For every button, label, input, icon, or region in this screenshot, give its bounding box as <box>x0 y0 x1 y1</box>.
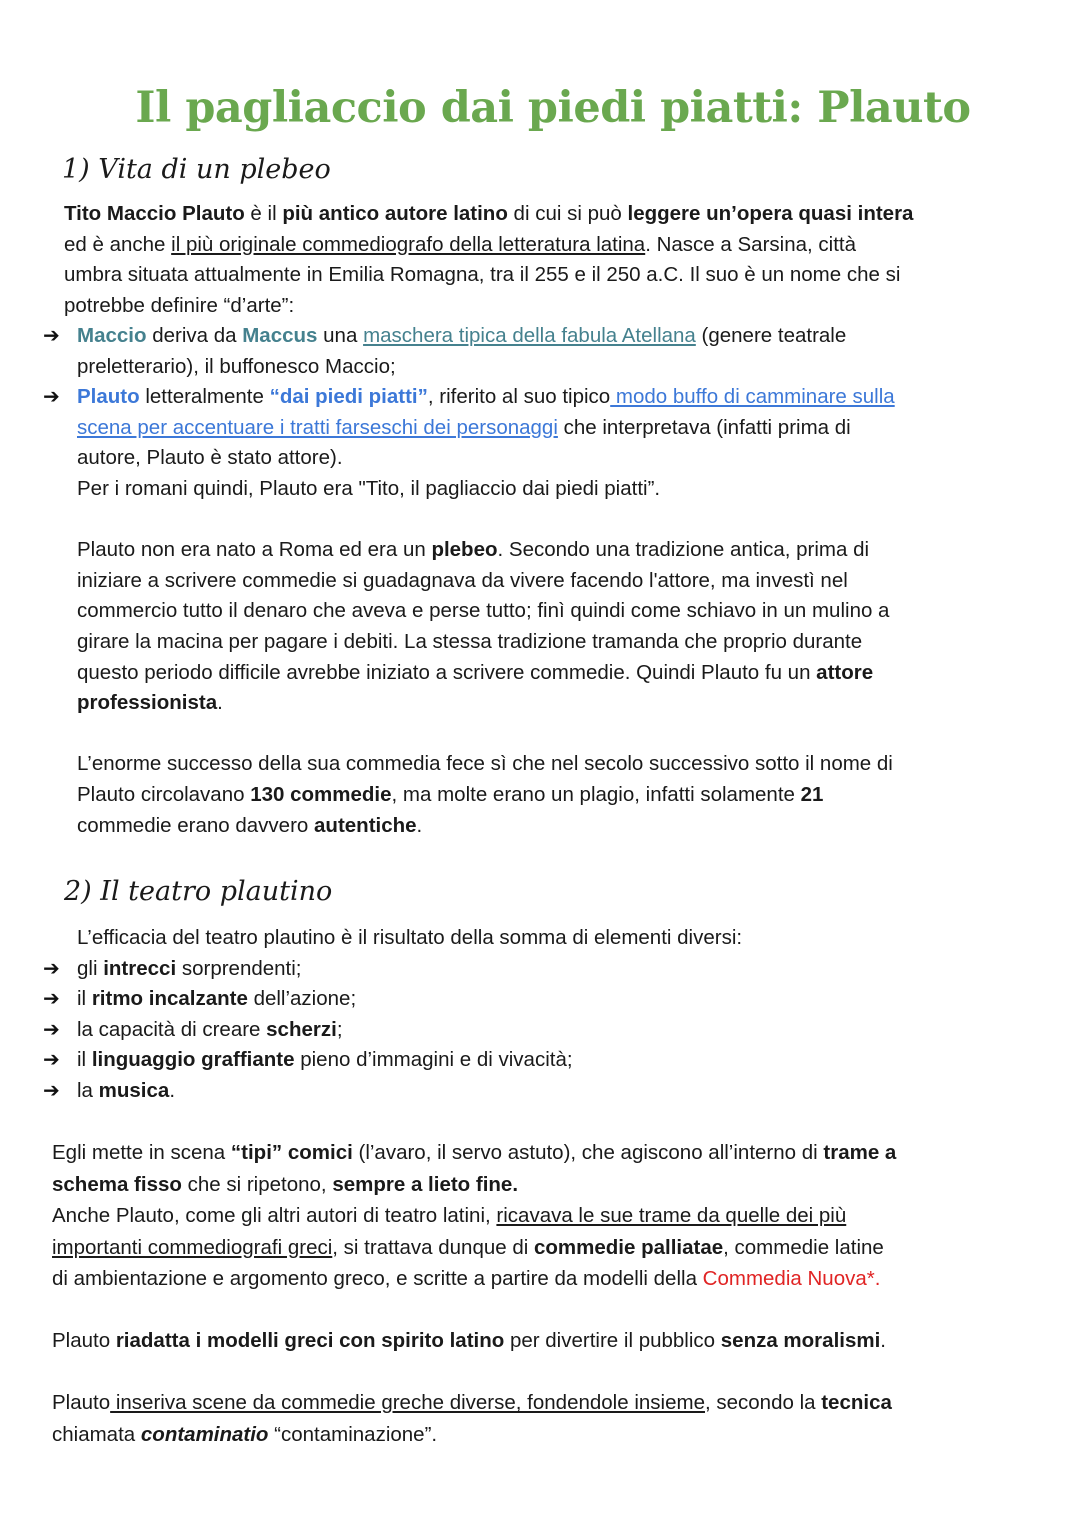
text: sorprendenti; <box>176 956 302 980</box>
bold-text: linguaggio graffiante <box>91 1048 295 1072</box>
text: il <box>77 1048 92 1072</box>
footnote-reference[interactable]: Commedia Nuova* <box>702 1267 875 1290</box>
bold-text: ritmo incalzante <box>91 987 248 1011</box>
text-line: L’efficacia del teatro plautino è il risultato della somma di elementi diversi: <box>77 926 743 949</box>
text-line: potrebbe definire “d’arte”: <box>64 293 295 317</box>
page-title: Il pagliaccio dai piedi piatti: Plauto <box>135 83 971 133</box>
text-line: autore, Plauto è stato attore). <box>77 446 343 470</box>
text: è il <box>244 202 283 225</box>
bold-text: musica <box>98 1078 170 1102</box>
text: una <box>317 324 364 347</box>
bold-text: tecnica <box>821 1391 892 1415</box>
text: , ma molte erano un plagio, infatti solamente <box>391 782 801 806</box>
text: Egli mette in scena <box>52 1141 231 1164</box>
section2-paragraphs <box>52 1137 896 1450</box>
section-heading-2: 2) Il teatro plautino <box>64 876 333 907</box>
text-line <box>52 1325 896 1357</box>
text-line: L’enorme successo della sua commedia fece sì che nel secolo successivo sotto il nome di <box>77 752 893 776</box>
text: che si ripetono, <box>181 1172 333 1196</box>
text-line: Per i romani quindi, Plauto era "Tito, il pagliaccio dai piedi piatti”. <box>77 476 661 500</box>
text: la capacità di creare <box>77 1017 267 1041</box>
text-line <box>77 780 895 811</box>
text: il <box>77 987 92 1011</box>
text: , si trattava dunque di <box>332 1235 534 1259</box>
arrow-icon: ➔ <box>43 386 60 409</box>
text-line <box>77 658 895 689</box>
text: , riferito al suo tipico <box>427 385 611 409</box>
text: la <box>77 1078 99 1102</box>
bold-text: professionista <box>77 691 218 715</box>
text-line <box>52 1169 896 1201</box>
text-line: preletterario), il buffonesco Maccio; <box>77 354 396 378</box>
bold-text: leggere un’opera quasi intera <box>627 202 914 225</box>
list-item <box>43 321 895 352</box>
text: gli <box>77 956 104 980</box>
text: . <box>874 1267 881 1290</box>
text: . <box>169 1078 176 1102</box>
arrow-icon: ➔ <box>43 1018 60 1041</box>
bold-text: scherzi <box>266 1017 337 1041</box>
text: deriva da <box>146 324 243 347</box>
list-item <box>43 1045 742 1076</box>
list-item <box>43 1076 742 1107</box>
text: . <box>416 813 423 837</box>
text: Plauto circolavano <box>77 782 251 806</box>
text: “contaminazione”. <box>268 1422 438 1446</box>
bold-text: senza moralismi <box>720 1329 881 1353</box>
text: chiamata <box>52 1422 141 1446</box>
section2-list <box>43 923 743 1107</box>
highlight-text: Maccus <box>242 324 318 347</box>
arrow-icon: ➔ <box>43 1079 60 1102</box>
text: dell’azione; <box>247 987 357 1011</box>
bold-text: autentiche <box>314 813 417 837</box>
text-line: umbra situata attualmente in Emilia Romagna, tra il 255 e il 250 a.C. Il suo è un nome che si <box>64 263 901 287</box>
bold-text: plebeo <box>431 538 498 562</box>
bold-text: schema fisso <box>52 1172 182 1196</box>
text: ed è anche <box>64 232 172 256</box>
bold-text: più antico autore latino <box>282 202 508 225</box>
text: per divertire il pubblico <box>504 1329 721 1353</box>
text: commedie erano davvero <box>77 813 315 837</box>
text: . <box>880 1329 886 1353</box>
arrow-icon: ➔ <box>43 1049 60 1072</box>
text: (l’avaro, il servo astuto), che agiscono all’interno di <box>352 1141 824 1164</box>
text-line: commercio tutto il denaro che aveva e perse tutto; finì quindi come schiavo in un mulino a <box>77 599 890 623</box>
text-line <box>52 1137 896 1169</box>
text-line <box>52 1232 896 1264</box>
text: Anche Plauto, come gli altri autori di teatro latini, <box>52 1204 497 1227</box>
text: . <box>217 691 223 715</box>
text: , commedie latine <box>723 1235 884 1259</box>
arrow-icon: ➔ <box>43 325 60 347</box>
list-item <box>43 954 742 985</box>
list-item <box>43 382 895 413</box>
text: ; <box>336 1017 343 1041</box>
text: questo periodo difficile avrebbe iniziato a scrivere commedie. Quindi Plauto fu un <box>77 660 817 684</box>
text-line <box>64 199 913 230</box>
list-item <box>43 984 742 1015</box>
text-line <box>64 230 913 261</box>
text: . Nasce a Sarsina, città <box>645 232 856 256</box>
text: Plauto <box>52 1329 116 1353</box>
arrow-icon: ➔ <box>43 988 60 1011</box>
link-text[interactable]: scena per accentuare i tratti farseschi dei personaggi <box>77 415 558 439</box>
text: pieno d’immagini e di vivacità; <box>294 1048 573 1072</box>
text: di cui si può <box>507 202 628 225</box>
text: letteralmente <box>139 385 270 409</box>
underlined-text: inseriva scene da commedie greche diverse, fondendole insieme <box>110 1391 705 1415</box>
bold-text: intrecci <box>103 956 177 980</box>
text-line <box>77 535 895 566</box>
bold-text: trame a <box>823 1141 897 1164</box>
underlined-text: il più originale commediografo della letteratura latina <box>171 232 646 256</box>
section-heading-1: 1) Vita di un plebeo <box>62 154 331 185</box>
text-line <box>52 1263 896 1295</box>
highlight-text: Maccio <box>77 324 147 347</box>
link-text[interactable]: maschera tipica della fabula Atellana <box>363 324 696 347</box>
underlined-text: ricavava le sue trame da quelle dei più <box>496 1204 847 1227</box>
text-line <box>77 811 895 842</box>
bold-text: 21 <box>800 782 824 806</box>
arrow-icon: ➔ <box>43 957 60 980</box>
highlight-text: Plauto <box>77 385 140 409</box>
bold-text: commedie palliatae <box>534 1235 724 1259</box>
bold-text: attore <box>816 660 874 684</box>
text-line <box>77 688 895 719</box>
highlight-text: “dai piedi piatti” <box>269 385 428 409</box>
link-text[interactable]: modo buffo di camminare sulla <box>610 385 895 409</box>
bullet-list-origin <box>43 321 895 841</box>
text-line <box>52 1419 896 1451</box>
text-line <box>52 1200 896 1232</box>
bold-text: 130 commedie <box>250 782 392 806</box>
bold-text: riadatta i modelli greci con spirito latino <box>115 1329 505 1353</box>
underlined-text: importanti commediografi greci <box>52 1235 333 1259</box>
section1-intro <box>64 199 913 321</box>
bold-text: sempre a lieto fine. <box>332 1172 519 1196</box>
text-line: iniziare a scrivere commedie si guadagnava da vivere facendo l'attore, ma investì nel <box>77 568 848 592</box>
bold-text: Tito Maccio Plauto <box>64 202 245 225</box>
text: Plauto <box>52 1391 111 1415</box>
list-item <box>43 1015 742 1046</box>
text: Plauto non era nato a Roma ed era un <box>77 538 432 562</box>
text: , secondo la <box>704 1391 822 1415</box>
text: che interpretava (infatti prima di <box>557 415 851 439</box>
text: di ambientazione e argomento greco, e scritte a partire da modelli della <box>52 1267 703 1290</box>
bold-text: “tipi” comici <box>230 1141 353 1164</box>
text-line <box>77 413 895 444</box>
text-line: girare la macina per pagare i debiti. La stessa tradizione tramanda che proprio durante <box>77 629 863 653</box>
text-line <box>52 1387 896 1419</box>
bold-italic-text: contaminatio <box>140 1422 269 1446</box>
text: (genere teatrale <box>695 324 847 347</box>
text: . Secondo una tradizione antica, prima di <box>497 538 870 562</box>
